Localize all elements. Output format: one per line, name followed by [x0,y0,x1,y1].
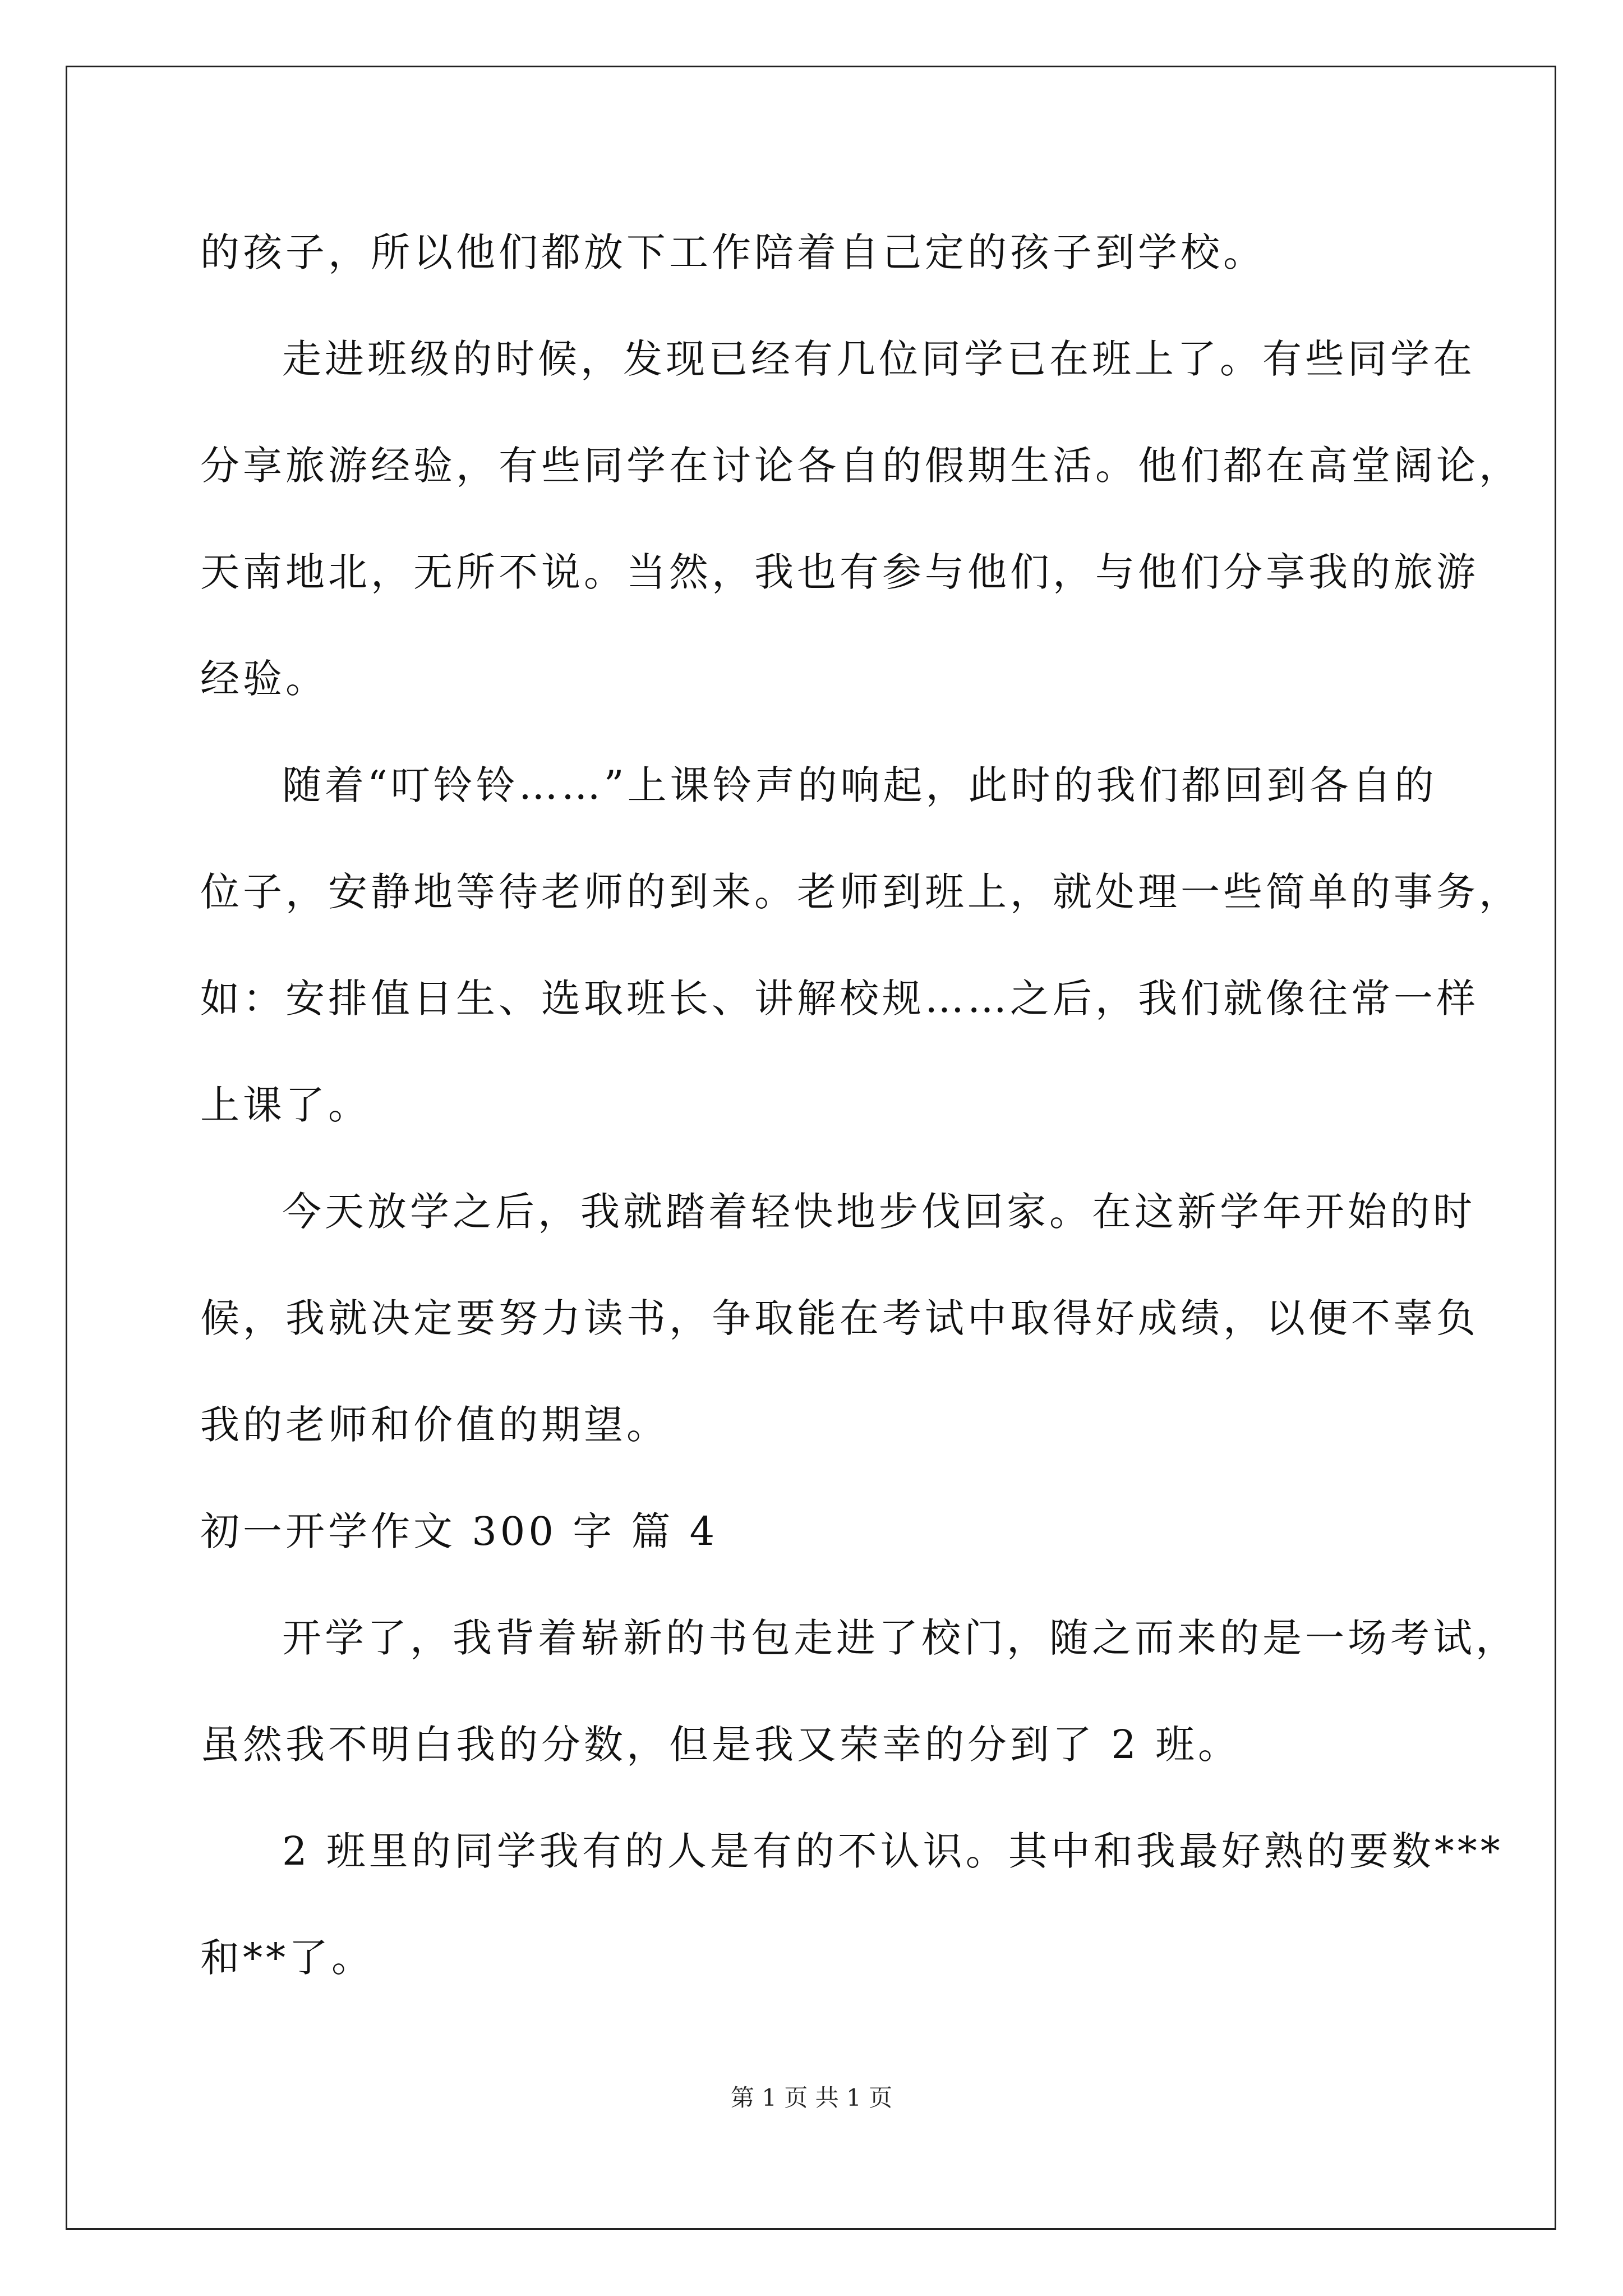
page-footer: 第 1 页 共 1 页 [730,2084,893,2111]
document-body [200,199,1521,2011]
text-line: 开学了，我背着崭新的书包走进了校门，随之而来的是一场考试， [282,1615,1518,1661]
section-heading: 初一开学作文 300 字 篇 4 [200,1508,718,1554]
text-line: 今天放学之后，我就踏着轻快地步伐回家。在这新学年开始的时 [282,1189,1476,1235]
text-line: 和**了。 [200,1935,374,1981]
text-line: 位子，安静地等待老师的到来。老师到班上，就处理一些简单的事务， [200,869,1521,915]
text-line: 随着“叮铃铃……”上课铃声的响起，此时的我们都回到各自的 [282,762,1437,808]
text-line: 2 班里的同学我有的人是有的不认识。其中和我最好熟的要数*** [282,1828,1504,1874]
text-line: 我的老师和价值的期望。 [200,1402,669,1448]
text-line: 走进班级的时候，发现已经有几位同学已在班上了。有些同学在 [282,336,1476,382]
text-line: 如：安排值日生、选取班长、讲解校规……之后，我们就像往常一样 [200,976,1479,1022]
text-line: 天南地北，无所不说。当然，我也有参与他们，与他们分享我的旅游 [200,549,1479,595]
text-line: 的孩子，所以他们都放下工作陪着自己定的孩子到学校。 [200,229,1266,275]
text-line: 上课了。 [200,1082,371,1128]
text-line: 分享旅游经验，有些同学在讨论各自的假期生活。他们都在高堂阔论， [200,443,1521,489]
text-line: 经验。 [200,656,328,702]
text-line: 候，我就决定要努力读书，争取能在考试中取得好成绩，以便不辜负 [200,1295,1479,1341]
text-line: 虽然我不明白我的分数，但是我又荣幸的分到了 2 班。 [200,1722,1241,1768]
